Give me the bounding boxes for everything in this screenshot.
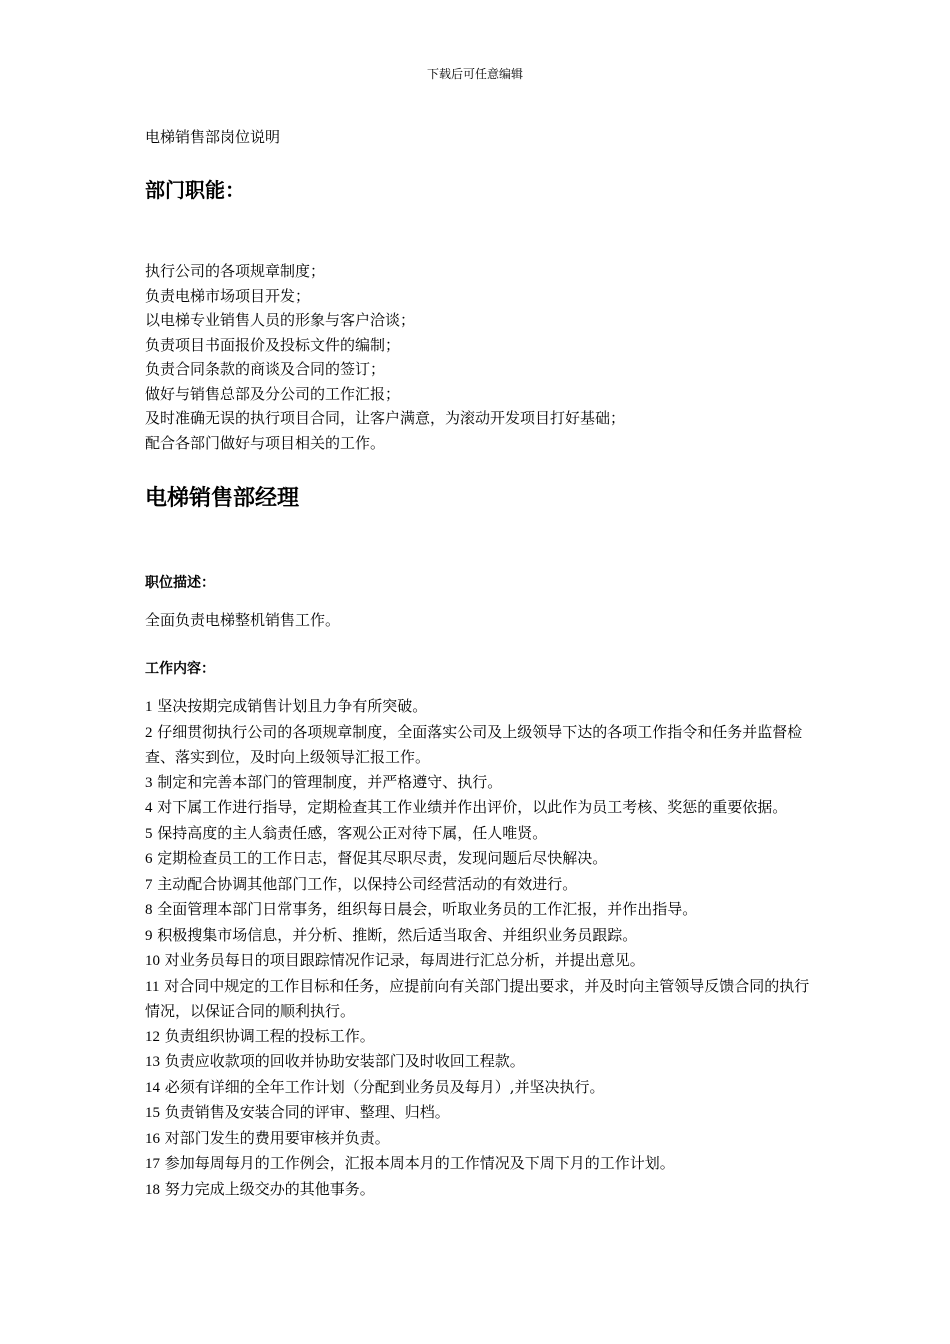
list-item — [145, 720, 810, 770]
document-title: 电梯销售部岗位说明 — [145, 128, 281, 146]
list-item — [145, 1075, 810, 1101]
list-item: 以电梯专业销售人员的形象与客户洽谈； — [145, 311, 416, 329]
list-item — [145, 1151, 810, 1177]
item-text: 定期检查员工的工作日志，督促其尽职尽责，发现问题后尽快解决。 — [157, 849, 608, 867]
item-text: 必须有详细的全年工作计划（分配到业务员及每月）,并坚决执行。 — [164, 1077, 605, 1096]
item-number: 4 — [145, 800, 153, 816]
item-number: 8 — [145, 902, 153, 918]
list-item — [145, 897, 810, 923]
item-number: 3 — [145, 774, 153, 791]
item-text: 负责组织协调工程的投标工作。 — [164, 1026, 375, 1045]
item-text: 坚决按期完成销售计划且力争有所突破。 — [157, 697, 428, 715]
list-item: 及时准确无误的执行项目合同，让客户满意，为滚动开发项目打好基础； — [145, 409, 626, 427]
job-description-heading: 职位描述： — [145, 575, 215, 591]
item-text: 对业务员每日的项目跟踪情况作记录，每周进行汇总分析，并提出意见。 — [164, 951, 645, 969]
item-number: 6 — [145, 851, 153, 867]
item-number: 5 — [145, 825, 153, 842]
item-number: 18 — [145, 1181, 160, 1198]
list-item: 执行公司的各项规章制度； — [145, 262, 326, 280]
item-text: 对合同中规定的工作目标和任务，应提前向有关部门提出要求，并及时向主管领导反馈合同的执行情况，以保证合同的顺利执行。 — [145, 976, 810, 1020]
item-number: 16 — [145, 1130, 160, 1147]
item-text: 参加每周每月的工作例会，汇报本周本月的工作情况及下周下月的工作计划。 — [164, 1154, 675, 1172]
list-item — [145, 974, 810, 1024]
item-number: 12 — [145, 1028, 160, 1045]
list-item: 配合各部门做好与项目相关的工作。 — [145, 433, 386, 452]
item-number: 15 — [145, 1105, 160, 1121]
list-item — [145, 1024, 810, 1050]
item-text: 制定和完善本部门的管理制度，并严格遵守、执行。 — [157, 772, 503, 791]
job-description-text: 全面负责电梯整机销售工作。 — [145, 611, 341, 629]
list-item — [145, 948, 810, 974]
header-note: 下载后可任意编辑 — [426, 67, 523, 81]
item-number: 14 — [145, 1079, 160, 1096]
list-item — [145, 872, 810, 898]
item-text: 仔细贯彻执行公司的各项规章制度，全面落实公司及上级领导下达的各项工作指令和任务并监督检查、落实到位，及时向上级领导汇报工作。 — [145, 722, 803, 766]
item-text: 积极搜集市场信息，并分析、推断，然后适当取舍、并组织业务员跟踪。 — [157, 925, 638, 944]
list-item — [145, 1100, 810, 1126]
manager-heading: 电梯销售部经理 — [145, 486, 300, 511]
work-content-heading: 工作内容： — [145, 661, 215, 677]
item-text: 全面管理本部门日常事务，组织每日晨会，听取业务员的工作汇报，并作出指导。 — [157, 900, 698, 918]
item-text: 努力完成上级交办的其他事务。 — [164, 1179, 375, 1198]
list-item — [145, 923, 810, 949]
item-number: 1 — [145, 699, 153, 715]
list-item — [145, 1177, 810, 1203]
item-text: 负责销售及安装合同的评审、整理、归档。 — [164, 1103, 450, 1121]
list-item — [145, 694, 810, 720]
item-text: 主动配合协调其他部门工作，以保持公司经营活动的有效进行。 — [157, 874, 578, 893]
item-text: 对部门发生的费用要审核并负责。 — [164, 1128, 390, 1147]
list-item: 负责项目书面报价及投标文件的编制； — [145, 335, 401, 354]
item-text: 负责应收款项的回收并协助安装部门及时收回工程款。 — [164, 1052, 525, 1070]
list-item — [145, 846, 810, 872]
item-number: 17 — [145, 1156, 160, 1172]
item-number: 10 — [145, 953, 160, 969]
list-item — [145, 1049, 810, 1075]
list-item — [145, 1126, 810, 1152]
department-duties-list — [145, 259, 825, 455]
list-item: 做好与销售总部及分公司的工作汇报； — [145, 384, 401, 403]
list-item — [145, 795, 810, 821]
item-number: 7 — [145, 876, 153, 893]
list-item: 负责电梯市场项目开发； — [145, 286, 311, 305]
work-content-list — [145, 694, 810, 1202]
item-number: 13 — [145, 1054, 160, 1070]
item-number: 2 — [145, 724, 153, 741]
item-text: 对下属工作进行指导，定期检查其工作业绩并作出评价，以此作为员工考核、奖惩的重要依据。 — [157, 798, 788, 816]
department-functions-heading: 部门职能： — [145, 178, 245, 202]
item-number: 11 — [145, 978, 160, 995]
item-text: 保持高度的主人翁责任感，客观公正对待下属，任人唯贤。 — [157, 823, 548, 842]
list-item: 负责合同条款的商谈及合同的签订； — [145, 360, 386, 378]
list-item — [145, 770, 810, 796]
item-number: 9 — [145, 927, 153, 944]
list-item — [145, 821, 810, 847]
